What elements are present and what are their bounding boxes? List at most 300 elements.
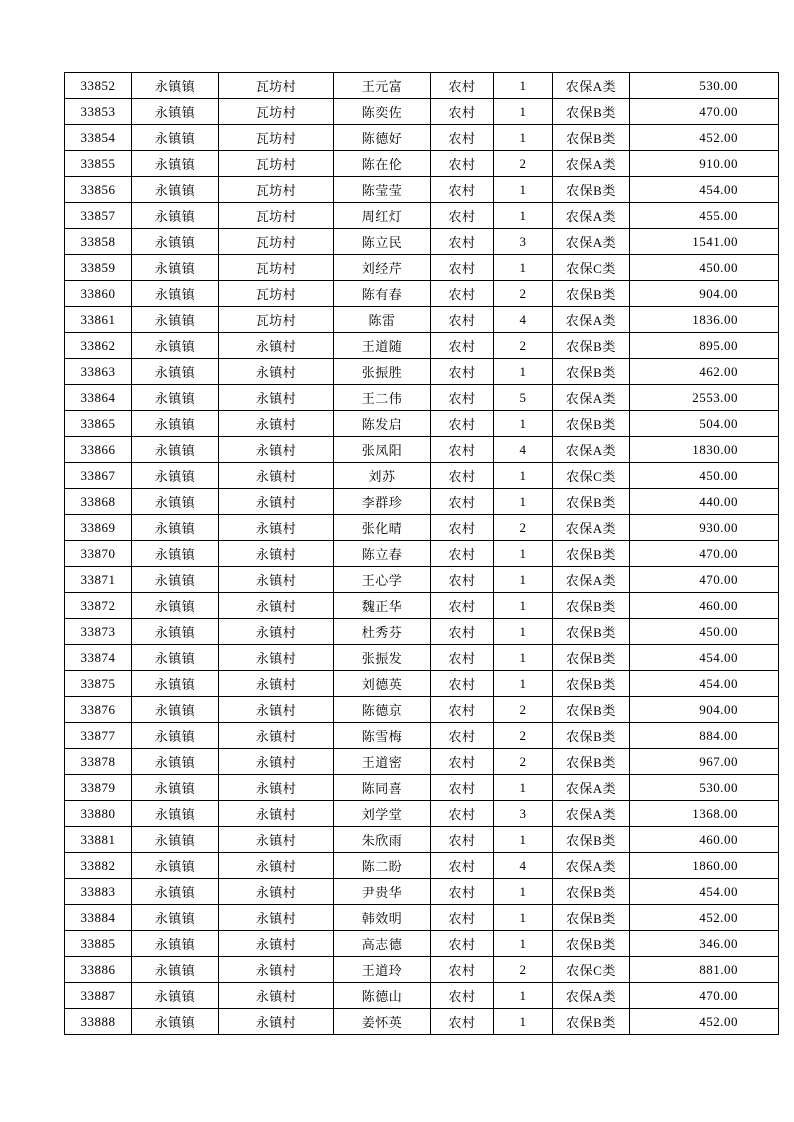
cell-person-count: 4 [494,437,553,463]
cell-area-type: 农村 [431,827,494,853]
cell-area-type: 农村 [431,463,494,489]
cell-record-id: 33852 [65,73,132,99]
table-row [65,645,779,671]
cell-amount: 452.00 [630,125,779,151]
cell-person-count: 3 [494,229,553,255]
cell-town: 永镇镇 [132,957,219,983]
cell-person-name: 张凤阳 [334,437,431,463]
cell-area-type: 农村 [431,853,494,879]
cell-amount: 460.00 [630,827,779,853]
cell-town: 永镇镇 [132,255,219,281]
cell-village: 瓦坊村 [219,99,334,125]
cell-town: 永镇镇 [132,931,219,957]
cell-person-name: 王元富 [334,73,431,99]
cell-record-id: 33865 [65,411,132,437]
table-row [65,879,779,905]
cell-person-name: 李群珍 [334,489,431,515]
cell-village: 永镇村 [219,437,334,463]
cell-person-count: 2 [494,333,553,359]
cell-insurance-category: 农保B类 [553,1009,630,1035]
cell-person-name: 王道玲 [334,957,431,983]
cell-amount: 530.00 [630,73,779,99]
cell-person-count: 1 [494,567,553,593]
cell-village: 永镇村 [219,333,334,359]
cell-person-count: 1 [494,879,553,905]
cell-insurance-category: 农保B类 [553,411,630,437]
table-row [65,333,779,359]
cell-village: 永镇村 [219,697,334,723]
cell-record-id: 33874 [65,645,132,671]
cell-person-name: 陈德京 [334,697,431,723]
cell-insurance-category: 农保B类 [553,619,630,645]
cell-amount: 452.00 [630,905,779,931]
cell-insurance-category: 农保B类 [553,749,630,775]
cell-record-id: 33879 [65,775,132,801]
cell-person-count: 2 [494,151,553,177]
cell-insurance-category: 农保A类 [553,567,630,593]
cell-amount: 1860.00 [630,853,779,879]
cell-insurance-category: 农保B类 [553,671,630,697]
cell-area-type: 农村 [431,957,494,983]
cell-person-name: 刘苏 [334,463,431,489]
cell-village: 永镇村 [219,957,334,983]
table-row [65,723,779,749]
cell-record-id: 33883 [65,879,132,905]
cell-town: 永镇镇 [132,177,219,203]
cell-person-name: 陈德好 [334,125,431,151]
cell-amount: 450.00 [630,619,779,645]
cell-person-name: 陈莹莹 [334,177,431,203]
cell-person-name: 陈奕佐 [334,99,431,125]
cell-record-id: 33877 [65,723,132,749]
cell-insurance-category: 农保A类 [553,73,630,99]
table-row [65,775,779,801]
cell-record-id: 33858 [65,229,132,255]
cell-insurance-category: 农保A类 [553,151,630,177]
cell-area-type: 农村 [431,1009,494,1035]
cell-town: 永镇镇 [132,619,219,645]
cell-insurance-category: 农保B类 [553,931,630,957]
cell-village: 瓦坊村 [219,177,334,203]
cell-insurance-category: 农保B类 [553,125,630,151]
table-row [65,541,779,567]
cell-village: 永镇村 [219,775,334,801]
cell-village: 永镇村 [219,619,334,645]
cell-area-type: 农村 [431,203,494,229]
cell-person-count: 2 [494,515,553,541]
table-row [65,593,779,619]
cell-person-name: 陈在伦 [334,151,431,177]
table-row [65,125,779,151]
cell-town: 永镇镇 [132,307,219,333]
cell-person-count: 1 [494,671,553,697]
cell-person-name: 魏正华 [334,593,431,619]
cell-town: 永镇镇 [132,125,219,151]
cell-amount: 884.00 [630,723,779,749]
cell-person-name: 陈立春 [334,541,431,567]
cell-area-type: 农村 [431,489,494,515]
cell-insurance-category: 农保B类 [553,489,630,515]
cell-record-id: 33880 [65,801,132,827]
cell-record-id: 33863 [65,359,132,385]
cell-person-count: 1 [494,983,553,1009]
cell-area-type: 农村 [431,775,494,801]
table-row [65,515,779,541]
cell-person-count: 1 [494,905,553,931]
table-row [65,489,779,515]
cell-person-name: 王二伟 [334,385,431,411]
cell-insurance-category: 农保C类 [553,255,630,281]
cell-town: 永镇镇 [132,411,219,437]
cell-person-count: 1 [494,931,553,957]
cell-person-count: 2 [494,697,553,723]
cell-area-type: 农村 [431,567,494,593]
table-row [65,931,779,957]
table-row [65,73,779,99]
cell-area-type: 农村 [431,879,494,905]
table-row [65,619,779,645]
cell-town: 永镇镇 [132,593,219,619]
cell-village: 瓦坊村 [219,203,334,229]
cell-amount: 1836.00 [630,307,779,333]
cell-village: 永镇村 [219,463,334,489]
table-row [65,983,779,1009]
table-row [65,905,779,931]
cell-amount: 452.00 [630,1009,779,1035]
cell-person-name: 张振发 [334,645,431,671]
cell-area-type: 农村 [431,359,494,385]
cell-insurance-category: 农保B类 [553,723,630,749]
cell-town: 永镇镇 [132,541,219,567]
cell-person-name: 王道随 [334,333,431,359]
cell-amount: 1830.00 [630,437,779,463]
cell-amount: 454.00 [630,671,779,697]
cell-insurance-category: 农保B类 [553,697,630,723]
cell-village: 永镇村 [219,931,334,957]
cell-record-id: 33873 [65,619,132,645]
cell-town: 永镇镇 [132,853,219,879]
cell-village: 永镇村 [219,593,334,619]
cell-record-id: 33871 [65,567,132,593]
cell-record-id: 33886 [65,957,132,983]
table-row [65,463,779,489]
cell-record-id: 33870 [65,541,132,567]
cell-record-id: 33853 [65,99,132,125]
cell-area-type: 农村 [431,73,494,99]
cell-person-count: 1 [494,593,553,619]
cell-insurance-category: 农保B类 [553,359,630,385]
cell-town: 永镇镇 [132,1009,219,1035]
cell-amount: 440.00 [630,489,779,515]
cell-person-count: 2 [494,723,553,749]
cell-person-count: 3 [494,801,553,827]
cell-area-type: 农村 [431,697,494,723]
cell-person-name: 周红灯 [334,203,431,229]
cell-village: 永镇村 [219,645,334,671]
cell-amount: 1541.00 [630,229,779,255]
cell-insurance-category: 农保B类 [553,827,630,853]
cell-village: 瓦坊村 [219,255,334,281]
cell-village: 永镇村 [219,567,334,593]
cell-person-name: 王道密 [334,749,431,775]
cell-person-name: 高志德 [334,931,431,957]
cell-town: 永镇镇 [132,905,219,931]
cell-insurance-category: 农保C类 [553,463,630,489]
cell-village: 瓦坊村 [219,151,334,177]
cell-village: 永镇村 [219,983,334,1009]
cell-person-name: 陈二盼 [334,853,431,879]
cell-insurance-category: 农保A类 [553,307,630,333]
cell-person-count: 1 [494,645,553,671]
cell-record-id: 33857 [65,203,132,229]
cell-town: 永镇镇 [132,333,219,359]
table-row [65,177,779,203]
cell-person-count: 2 [494,281,553,307]
cell-town: 永镇镇 [132,645,219,671]
cell-person-name: 陈发启 [334,411,431,437]
cell-town: 永镇镇 [132,827,219,853]
cell-amount: 462.00 [630,359,779,385]
cell-person-name: 刘学堂 [334,801,431,827]
cell-insurance-category: 农保B类 [553,541,630,567]
cell-person-count: 1 [494,99,553,125]
cell-amount: 455.00 [630,203,779,229]
cell-area-type: 农村 [431,905,494,931]
cell-village: 永镇村 [219,1009,334,1035]
cell-insurance-category: 农保B类 [553,333,630,359]
cell-area-type: 农村 [431,307,494,333]
table-row [65,255,779,281]
cell-record-id: 33859 [65,255,132,281]
cell-amount: 454.00 [630,645,779,671]
cell-town: 永镇镇 [132,515,219,541]
cell-record-id: 33861 [65,307,132,333]
cell-village: 永镇村 [219,359,334,385]
cell-amount: 450.00 [630,463,779,489]
cell-person-name: 朱欣雨 [334,827,431,853]
cell-person-name: 陈德山 [334,983,431,1009]
cell-person-count: 1 [494,489,553,515]
cell-village: 永镇村 [219,515,334,541]
cell-person-name: 姜怀英 [334,1009,431,1035]
cell-insurance-category: 农保B类 [553,645,630,671]
cell-amount: 470.00 [630,541,779,567]
cell-person-name: 张化晴 [334,515,431,541]
cell-town: 永镇镇 [132,775,219,801]
cell-amount: 895.00 [630,333,779,359]
table-row [65,411,779,437]
subsidy-table [64,72,779,1035]
cell-village: 永镇村 [219,905,334,931]
cell-person-name: 刘经芹 [334,255,431,281]
cell-amount: 454.00 [630,177,779,203]
cell-area-type: 农村 [431,151,494,177]
cell-person-name: 刘德英 [334,671,431,697]
cell-amount: 904.00 [630,281,779,307]
cell-record-id: 33866 [65,437,132,463]
cell-town: 永镇镇 [132,879,219,905]
cell-person-name: 陈立民 [334,229,431,255]
cell-town: 永镇镇 [132,749,219,775]
cell-village: 永镇村 [219,541,334,567]
cell-amount: 1368.00 [630,801,779,827]
cell-person-count: 1 [494,463,553,489]
cell-village: 永镇村 [219,671,334,697]
cell-amount: 530.00 [630,775,779,801]
cell-insurance-category: 农保A类 [553,385,630,411]
cell-town: 永镇镇 [132,73,219,99]
cell-amount: 967.00 [630,749,779,775]
cell-area-type: 农村 [431,801,494,827]
cell-person-count: 1 [494,177,553,203]
cell-person-count: 1 [494,541,553,567]
table-row [65,671,779,697]
cell-village: 永镇村 [219,385,334,411]
cell-person-name: 尹贵华 [334,879,431,905]
cell-record-id: 33862 [65,333,132,359]
cell-amount: 930.00 [630,515,779,541]
cell-record-id: 33867 [65,463,132,489]
cell-area-type: 农村 [431,281,494,307]
cell-person-count: 1 [494,255,553,281]
cell-area-type: 农村 [431,541,494,567]
table-row [65,801,779,827]
table-row [65,853,779,879]
cell-person-count: 1 [494,1009,553,1035]
cell-area-type: 农村 [431,411,494,437]
cell-town: 永镇镇 [132,99,219,125]
cell-person-count: 2 [494,957,553,983]
table-row [65,307,779,333]
cell-person-count: 4 [494,853,553,879]
cell-insurance-category: 农保A类 [553,801,630,827]
cell-village: 瓦坊村 [219,73,334,99]
table-body [65,73,779,1035]
cell-area-type: 农村 [431,177,494,203]
cell-area-type: 农村 [431,229,494,255]
cell-insurance-category: 农保B类 [553,879,630,905]
cell-amount: 2553.00 [630,385,779,411]
cell-record-id: 33864 [65,385,132,411]
table-row [65,203,779,229]
cell-insurance-category: 农保A类 [553,853,630,879]
cell-area-type: 农村 [431,983,494,1009]
cell-town: 永镇镇 [132,983,219,1009]
cell-town: 永镇镇 [132,385,219,411]
cell-town: 永镇镇 [132,463,219,489]
cell-area-type: 农村 [431,99,494,125]
table-row [65,437,779,463]
cell-amount: 910.00 [630,151,779,177]
cell-village: 瓦坊村 [219,125,334,151]
cell-amount: 346.00 [630,931,779,957]
cell-person-count: 1 [494,411,553,437]
cell-person-count: 1 [494,359,553,385]
table-row [65,359,779,385]
cell-area-type: 农村 [431,671,494,697]
cell-village: 永镇村 [219,853,334,879]
cell-area-type: 农村 [431,255,494,281]
cell-town: 永镇镇 [132,229,219,255]
cell-village: 瓦坊村 [219,307,334,333]
cell-village: 瓦坊村 [219,229,334,255]
cell-village: 永镇村 [219,723,334,749]
cell-amount: 881.00 [630,957,779,983]
cell-village: 永镇村 [219,827,334,853]
cell-record-id: 33875 [65,671,132,697]
cell-village: 永镇村 [219,411,334,437]
cell-insurance-category: 农保A类 [553,203,630,229]
cell-area-type: 农村 [431,931,494,957]
cell-person-count: 1 [494,73,553,99]
table-row [65,151,779,177]
cell-area-type: 农村 [431,645,494,671]
cell-record-id: 33884 [65,905,132,931]
table-row [65,567,779,593]
cell-record-id: 33856 [65,177,132,203]
cell-person-name: 杜秀芬 [334,619,431,645]
cell-village: 瓦坊村 [219,281,334,307]
cell-amount: 454.00 [630,879,779,905]
cell-insurance-category: 农保B类 [553,905,630,931]
cell-village: 永镇村 [219,749,334,775]
cell-town: 永镇镇 [132,151,219,177]
cell-record-id: 33868 [65,489,132,515]
cell-amount: 460.00 [630,593,779,619]
table-row [65,827,779,853]
table-row [65,749,779,775]
cell-town: 永镇镇 [132,567,219,593]
cell-area-type: 农村 [431,593,494,619]
cell-area-type: 农村 [431,437,494,463]
cell-insurance-category: 农保A类 [553,983,630,1009]
cell-record-id: 33872 [65,593,132,619]
cell-insurance-category: 农保B类 [553,593,630,619]
cell-area-type: 农村 [431,515,494,541]
cell-town: 永镇镇 [132,671,219,697]
cell-insurance-category: 农保B类 [553,99,630,125]
cell-person-name: 张振胜 [334,359,431,385]
cell-person-name: 陈雪梅 [334,723,431,749]
cell-record-id: 33885 [65,931,132,957]
cell-record-id: 33881 [65,827,132,853]
cell-amount: 504.00 [630,411,779,437]
cell-town: 永镇镇 [132,489,219,515]
cell-town: 永镇镇 [132,203,219,229]
cell-insurance-category: 农保A类 [553,515,630,541]
table-row [65,281,779,307]
cell-town: 永镇镇 [132,437,219,463]
cell-record-id: 33855 [65,151,132,177]
cell-person-name: 王心学 [334,567,431,593]
cell-record-id: 33860 [65,281,132,307]
cell-person-count: 1 [494,619,553,645]
cell-person-count: 1 [494,827,553,853]
table-row [65,697,779,723]
cell-person-count: 1 [494,203,553,229]
cell-area-type: 农村 [431,125,494,151]
cell-amount: 450.00 [630,255,779,281]
cell-person-count: 4 [494,307,553,333]
cell-insurance-category: 农保A类 [553,775,630,801]
cell-area-type: 农村 [431,723,494,749]
table-row [65,1009,779,1035]
cell-town: 永镇镇 [132,723,219,749]
cell-town: 永镇镇 [132,281,219,307]
cell-town: 永镇镇 [132,359,219,385]
cell-person-count: 2 [494,749,553,775]
cell-record-id: 33876 [65,697,132,723]
